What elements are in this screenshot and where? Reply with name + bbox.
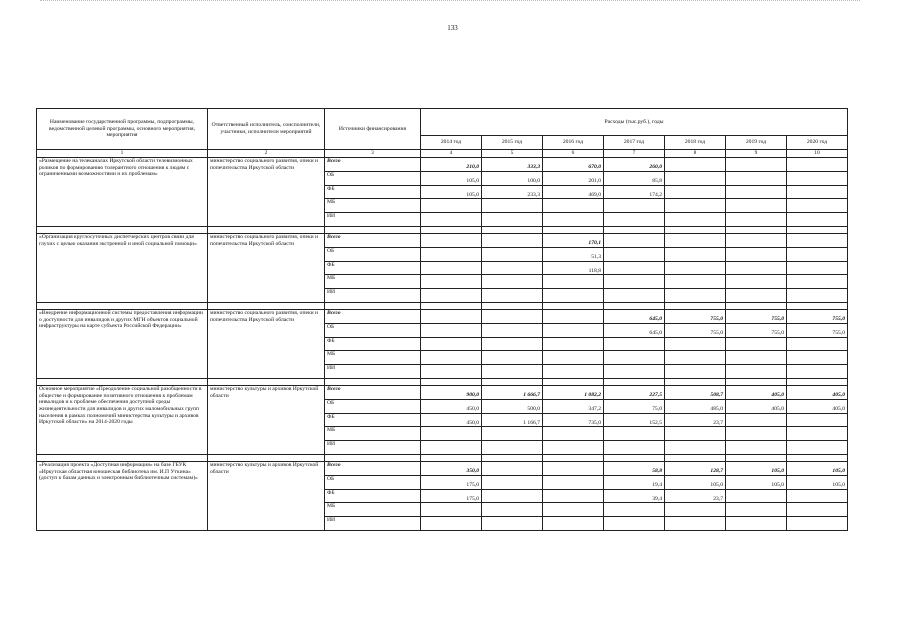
- value-cell: 900,0: [421, 385, 482, 399]
- value-cell: [604, 427, 665, 441]
- spacer-row: [37, 378, 848, 385]
- value-cell: 735,0: [543, 413, 604, 427]
- value-cell: [726, 213, 787, 227]
- value-cell: 755,0: [787, 309, 848, 323]
- page-number: 133: [447, 24, 458, 32]
- value-cell: 333,3: [482, 158, 543, 172]
- source-cell: Всего: [325, 461, 421, 475]
- spacer-cell: [421, 454, 482, 461]
- responsible-cell: министерство социального развития, опеки и попечительства Иркутской области: [208, 158, 325, 227]
- value-cell: [482, 351, 543, 365]
- value-cell: 105,0: [665, 475, 726, 489]
- value-cell: [482, 261, 543, 275]
- table-row: [37, 158, 848, 172]
- value-cell: [726, 489, 787, 503]
- value-cell: [482, 517, 543, 531]
- value-cell: [421, 517, 482, 531]
- value-cell: 755,0: [787, 323, 848, 337]
- source-cell: ОБ: [325, 323, 421, 337]
- program-name-cell: Основное мероприятие «Преодоление социальной разобщенности в обществе и формирование позитивного отношения к проблемам инвалидов и к проблеме обеспечения доступной среды жизнедеятельности для инвалидов и других маломобильных групп населения в рамках полномочий министерства культуры и архивов Иркутской области» на 2014-2020 годы: [37, 385, 208, 454]
- value-cell: [787, 247, 848, 261]
- value-cell: [604, 289, 665, 303]
- value-cell: 260,0: [604, 158, 665, 172]
- value-cell: 485,0: [665, 399, 726, 413]
- source-cell: ОБ: [325, 475, 421, 489]
- program-name-cell: «Размещение на телеканалах Иркутской области телевизионных роликов по формированию толерантного отношения к людям с ограниченными возможностями и их проблемам»: [37, 158, 208, 227]
- value-cell: [726, 337, 787, 351]
- value-cell: [421, 365, 482, 379]
- value-cell: [421, 261, 482, 275]
- source-cell: ФБ: [325, 185, 421, 199]
- value-cell: [787, 517, 848, 531]
- value-cell: [543, 199, 604, 213]
- column-index: 5: [482, 150, 543, 158]
- source-cell: ИИ: [325, 289, 421, 303]
- value-cell: 755,0: [665, 323, 726, 337]
- column-index: 8: [665, 150, 726, 158]
- source-cell: МБ: [325, 503, 421, 517]
- value-cell: [665, 441, 726, 455]
- value-cell: [665, 289, 726, 303]
- spacer-cell: [37, 226, 208, 233]
- spacer-cell: [421, 226, 482, 233]
- spacer-row: [37, 302, 848, 309]
- value-cell: [543, 323, 604, 337]
- value-cell: [482, 427, 543, 441]
- spacer-row: [37, 226, 848, 233]
- value-cell: [665, 247, 726, 261]
- responsible-cell: министерство культуры и архивов Иркутской области: [208, 385, 325, 454]
- value-cell: 75,0: [604, 399, 665, 413]
- header-year: 2018 год: [665, 136, 726, 150]
- spacer-cell: [37, 454, 208, 461]
- value-cell: [787, 365, 848, 379]
- source-cell: МБ: [325, 351, 421, 365]
- value-cell: [482, 233, 543, 247]
- value-cell: [482, 213, 543, 227]
- source-cell: ИИ: [325, 441, 421, 455]
- value-cell: [726, 351, 787, 365]
- value-cell: [787, 213, 848, 227]
- spacer-cell: [421, 378, 482, 385]
- source-cell: Всего: [325, 385, 421, 399]
- value-cell: [421, 337, 482, 351]
- spacer-cell: [726, 226, 787, 233]
- spacer-cell: [482, 226, 543, 233]
- value-cell: [543, 365, 604, 379]
- value-cell: [787, 289, 848, 303]
- value-cell: [665, 427, 726, 441]
- value-cell: 39,4: [604, 489, 665, 503]
- value-cell: [665, 337, 726, 351]
- value-cell: [543, 351, 604, 365]
- value-cell: 1 082,2: [543, 385, 604, 399]
- header-responsible: Ответственный исполнитель, соисполнители, участники, исполнители мероприятий: [208, 109, 325, 150]
- spacer-cell: [665, 302, 726, 309]
- top-rule: [40, 0, 860, 1]
- spacer-cell: [604, 302, 665, 309]
- value-cell: [787, 337, 848, 351]
- value-cell: [421, 289, 482, 303]
- value-cell: [665, 158, 726, 172]
- value-cell: [665, 351, 726, 365]
- value-cell: 175,0: [421, 489, 482, 503]
- column-index: 6: [543, 150, 604, 158]
- value-cell: [421, 247, 482, 261]
- value-cell: 469,0: [543, 185, 604, 199]
- value-cell: [726, 185, 787, 199]
- value-cell: [787, 185, 848, 199]
- value-cell: [787, 261, 848, 275]
- value-cell: [604, 275, 665, 289]
- spacer-cell: [543, 226, 604, 233]
- value-cell: [726, 199, 787, 213]
- spacer-cell: [665, 226, 726, 233]
- value-cell: [421, 213, 482, 227]
- header-year: 2019 год: [726, 136, 787, 150]
- value-cell: 645,0: [604, 323, 665, 337]
- value-cell: 755,0: [726, 309, 787, 323]
- value-cell: [665, 503, 726, 517]
- column-index: 7: [604, 150, 665, 158]
- value-cell: [787, 158, 848, 172]
- value-cell: 645,0: [604, 309, 665, 323]
- value-cell: 175,0: [421, 475, 482, 489]
- value-cell: 347,2: [543, 399, 604, 413]
- spacer-cell: [325, 302, 421, 309]
- value-cell: 170,1: [543, 233, 604, 247]
- value-cell: [421, 427, 482, 441]
- value-cell: 105,0: [726, 461, 787, 475]
- value-cell: 105,0: [726, 475, 787, 489]
- value-cell: 1 166,7: [482, 413, 543, 427]
- header-sources: Источники финансирования: [325, 109, 421, 150]
- value-cell: [482, 489, 543, 503]
- header-year: 2017 год: [604, 136, 665, 150]
- spacer-cell: [787, 226, 848, 233]
- value-cell: [543, 289, 604, 303]
- value-cell: 670,0: [543, 158, 604, 172]
- source-cell: ОБ: [325, 171, 421, 185]
- spacer-row: [37, 454, 848, 461]
- value-cell: [787, 441, 848, 455]
- table-row: [37, 233, 848, 247]
- value-cell: [787, 233, 848, 247]
- value-cell: 450,0: [421, 399, 482, 413]
- value-cell: [787, 489, 848, 503]
- spacer-cell: [543, 454, 604, 461]
- value-cell: [665, 185, 726, 199]
- value-cell: 105,0: [421, 185, 482, 199]
- value-cell: [543, 461, 604, 475]
- source-cell: ФБ: [325, 413, 421, 427]
- column-index: 2: [208, 150, 325, 158]
- value-cell: [665, 261, 726, 275]
- value-cell: [787, 503, 848, 517]
- value-cell: [482, 441, 543, 455]
- value-cell: [665, 275, 726, 289]
- value-cell: 508,7: [665, 385, 726, 399]
- value-cell: 118,8: [543, 261, 604, 275]
- value-cell: 210,0: [421, 158, 482, 172]
- value-cell: [787, 427, 848, 441]
- value-cell: 350,0: [421, 461, 482, 475]
- value-cell: 58,8: [604, 461, 665, 475]
- value-cell: [482, 323, 543, 337]
- value-cell: [604, 351, 665, 365]
- value-cell: [421, 351, 482, 365]
- value-cell: [726, 289, 787, 303]
- responsible-cell: министерство культуры и архивов Иркутской области: [208, 461, 325, 530]
- value-cell: [543, 441, 604, 455]
- spacer-cell: [726, 302, 787, 309]
- source-cell: ФБ: [325, 337, 421, 351]
- value-cell: [726, 247, 787, 261]
- value-cell: [665, 365, 726, 379]
- value-cell: 23,7: [665, 489, 726, 503]
- source-cell: ИИ: [325, 213, 421, 227]
- source-cell: ФБ: [325, 489, 421, 503]
- value-cell: 755,0: [726, 323, 787, 337]
- column-index: 4: [421, 150, 482, 158]
- value-cell: [665, 517, 726, 531]
- header-year: 2014 год: [421, 136, 482, 150]
- value-cell: 105,0: [787, 461, 848, 475]
- spacer-cell: [604, 378, 665, 385]
- spacer-cell: [665, 378, 726, 385]
- value-cell: [726, 503, 787, 517]
- value-cell: [604, 503, 665, 517]
- value-cell: 405,0: [787, 385, 848, 399]
- value-cell: 128,7: [665, 461, 726, 475]
- value-cell: [421, 323, 482, 337]
- value-cell: 227,5: [604, 385, 665, 399]
- value-cell: [604, 199, 665, 213]
- value-cell: [787, 171, 848, 185]
- value-cell: [726, 413, 787, 427]
- value-cell: [543, 337, 604, 351]
- source-cell: ФБ: [325, 261, 421, 275]
- source-cell: МБ: [325, 275, 421, 289]
- header-year: 2020 год: [787, 136, 848, 150]
- spacer-cell: [325, 378, 421, 385]
- spacer-cell: [325, 226, 421, 233]
- value-cell: [726, 275, 787, 289]
- value-cell: [787, 275, 848, 289]
- spacer-cell: [787, 378, 848, 385]
- source-cell: Всего: [325, 158, 421, 172]
- value-cell: [604, 213, 665, 227]
- table-row: [37, 309, 848, 323]
- value-cell: [726, 171, 787, 185]
- source-cell: Всего: [325, 233, 421, 247]
- spacer-cell: [208, 454, 325, 461]
- value-cell: [604, 261, 665, 275]
- value-cell: [421, 309, 482, 323]
- table-row: [37, 385, 848, 399]
- responsible-cell: министерство социального развития, опеки и попечительства Иркутской области: [208, 309, 325, 378]
- source-cell: МБ: [325, 427, 421, 441]
- spacer-cell: [787, 302, 848, 309]
- value-cell: 100,0: [482, 171, 543, 185]
- header-expenses: Расходы (тыс.руб.), годы: [421, 109, 848, 136]
- spacer-cell: [482, 378, 543, 385]
- value-cell: 23,7: [665, 413, 726, 427]
- value-cell: [421, 199, 482, 213]
- spacer-cell: [543, 378, 604, 385]
- value-cell: [482, 309, 543, 323]
- value-cell: [604, 233, 665, 247]
- value-cell: [543, 427, 604, 441]
- value-cell: [482, 365, 543, 379]
- value-cell: [726, 441, 787, 455]
- value-cell: [726, 158, 787, 172]
- value-cell: 105,0: [421, 171, 482, 185]
- value-cell: 174,2: [604, 185, 665, 199]
- value-cell: 152,5: [604, 413, 665, 427]
- value-cell: [665, 213, 726, 227]
- value-cell: [726, 517, 787, 531]
- value-cell: 19,4: [604, 475, 665, 489]
- spacer-cell: [604, 226, 665, 233]
- value-cell: [665, 199, 726, 213]
- value-cell: 755,0: [665, 309, 726, 323]
- value-cell: 405,0: [726, 399, 787, 413]
- program-name-cell: «Внедрение информационной системы предоставления информации о доступности для инвалидов и других МГН объектов социальной инфраструктуры на карте субъекта Российской Федерации»: [37, 309, 208, 378]
- value-cell: [726, 261, 787, 275]
- value-cell: [421, 233, 482, 247]
- source-cell: ОБ: [325, 247, 421, 261]
- value-cell: [604, 337, 665, 351]
- value-cell: [543, 517, 604, 531]
- value-cell: [543, 275, 604, 289]
- spacer-cell: [726, 454, 787, 461]
- source-cell: Всего: [325, 309, 421, 323]
- value-cell: 405,0: [787, 399, 848, 413]
- value-cell: [543, 503, 604, 517]
- column-index: 3: [325, 150, 421, 158]
- value-cell: [604, 365, 665, 379]
- value-cell: [543, 213, 604, 227]
- value-cell: 201,0: [543, 171, 604, 185]
- source-cell: МБ: [325, 199, 421, 213]
- value-cell: [482, 247, 543, 261]
- value-cell: [787, 413, 848, 427]
- budget-table: [36, 108, 848, 531]
- value-cell: [421, 503, 482, 517]
- value-cell: [543, 475, 604, 489]
- header-program: Наименование государственной программы, подпрограммы, ведомственной целевой программы, основного мероприятия, мероприятия: [37, 109, 208, 150]
- spacer-cell: [325, 454, 421, 461]
- table-row: [37, 461, 848, 475]
- spacer-cell: [482, 454, 543, 461]
- value-cell: [787, 351, 848, 365]
- spacer-cell: [787, 454, 848, 461]
- spacer-cell: [543, 302, 604, 309]
- spacer-cell: [208, 302, 325, 309]
- value-cell: [421, 441, 482, 455]
- value-cell: 450,0: [421, 413, 482, 427]
- value-cell: 85,8: [604, 171, 665, 185]
- spacer-cell: [665, 454, 726, 461]
- value-cell: 405,0: [726, 385, 787, 399]
- value-cell: [543, 309, 604, 323]
- spacer-cell: [421, 302, 482, 309]
- program-name-cell: «Реализация проекта «Доступная информация» на базе ГБУК «Иркутская областная юношеская библиотека им. И.П Уткина» (доступ к базам данных и электронным библиотечным системам)»: [37, 461, 208, 530]
- value-cell: [482, 275, 543, 289]
- value-cell: 1 666,7: [482, 385, 543, 399]
- value-cell: [482, 503, 543, 517]
- spacer-cell: [604, 454, 665, 461]
- source-cell: ИИ: [325, 517, 421, 531]
- source-cell: ИИ: [325, 365, 421, 379]
- spacer-cell: [726, 378, 787, 385]
- column-index: 1: [37, 150, 208, 158]
- value-cell: [604, 517, 665, 531]
- spacer-cell: [37, 378, 208, 385]
- header-year: 2015 год: [482, 136, 543, 150]
- spacer-cell: [37, 302, 208, 309]
- source-cell: ОБ: [325, 399, 421, 413]
- responsible-cell: министерство социального развития, опеки и попечительства Иркутской области: [208, 233, 325, 302]
- value-cell: 233,3: [482, 185, 543, 199]
- spacer-cell: [482, 302, 543, 309]
- value-cell: [665, 171, 726, 185]
- value-cell: [726, 365, 787, 379]
- column-index: 10: [787, 150, 848, 158]
- value-cell: [665, 233, 726, 247]
- value-cell: [482, 337, 543, 351]
- value-cell: [482, 289, 543, 303]
- value-cell: [482, 475, 543, 489]
- value-cell: [482, 199, 543, 213]
- value-cell: [543, 489, 604, 503]
- value-cell: [787, 199, 848, 213]
- value-cell: [726, 233, 787, 247]
- value-cell: [604, 247, 665, 261]
- program-name-cell: «Организация круглосуточных диспетчерских центров связи для глухих с целью оказания экстренной и иной социальной помощи»: [37, 233, 208, 302]
- column-index: 9: [726, 150, 787, 158]
- value-cell: [604, 441, 665, 455]
- value-cell: 51,3: [543, 247, 604, 261]
- value-cell: [421, 275, 482, 289]
- value-cell: 500,0: [482, 399, 543, 413]
- spacer-cell: [208, 226, 325, 233]
- value-cell: [482, 461, 543, 475]
- value-cell: [726, 427, 787, 441]
- header-year: 2016 год: [543, 136, 604, 150]
- value-cell: 105,0: [787, 475, 848, 489]
- spacer-cell: [208, 378, 325, 385]
